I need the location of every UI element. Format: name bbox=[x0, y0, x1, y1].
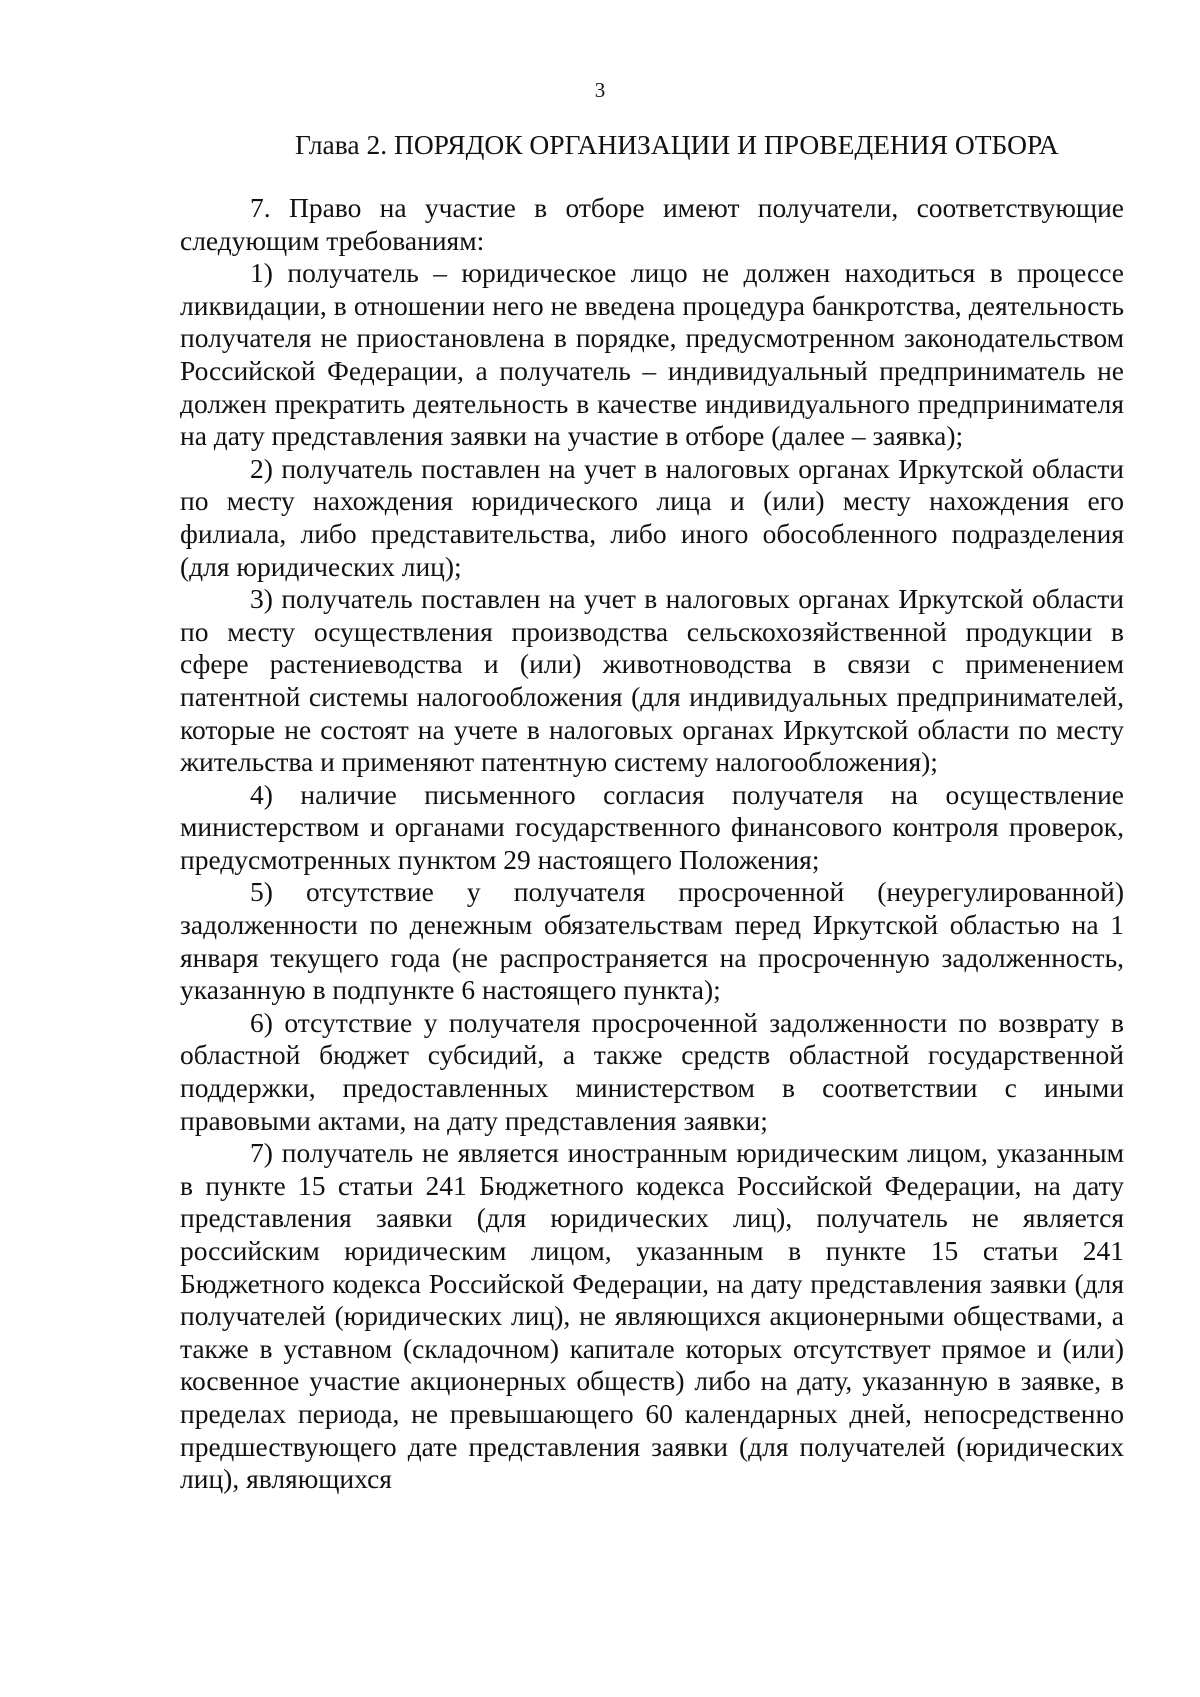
chapter-title: Глава 2. ПОРЯДОК ОРГАНИЗАЦИИ И ПРОВЕДЕНИЯ ОТБОРА bbox=[295, 129, 1059, 160]
paragraph-item-5: 5) отсутствие у получателя просроченной (неурегулированной) задолженности по денежным обязательствам перед Иркутской областью на 1 января текущего года (не распространяется на просроченную задолженность, указанную в подпункте 6 настоящего пункта); bbox=[180, 876, 1124, 1006]
paragraph-item-7: 7) получатель не является иностранным юридическим лицом, указанным в пункте 15 статьи 241 Бюджетного кодекса Российской Федерации, на дату представления заявки (для юридических лиц), получатель не является российским юридическим лицом, указанным в пункте 15 статьи 241 Бюджетного кодекса Российской Федерации, на дату представления заявки (для получателей (юридических лиц), не являющихся акционерными обществами, а также в уставном (складочном) капитале которых отсутствует прямое и (или) косвенное участие акционерных обществ) либо на дату, указанную в заявке, в пределах периода, не превышающего 60 календарных дней, непосредственно предшествующего дате представления заявки (для получателей (юридических лиц), являющихся bbox=[180, 1137, 1124, 1495]
paragraph-item-4: 4) наличие письменного согласия получателя на осуществление министерством и органами государственного финансового контроля проверок, предусмотренных пунктом 29 настоящего Положения; bbox=[180, 778, 1124, 875]
paragraph-7-intro: 7. Право на участие в отборе имеют получатели, соответствующие следующим требованиям: bbox=[180, 192, 1124, 256]
paragraph-item-2: 2) получатель поставлен на учет в налоговых органах Иркутской области по месту нахождения юридического лица и (или) месту нахождения его филиала, либо представительства, либо иного обособленного подразделения (для юридических лиц); bbox=[180, 452, 1124, 582]
paragraph-item-6: 6) отсутствие у получателя просроченной задолженности по возврату в областной бюджет субсидий, а также средств областной государственной поддержки, предоставленных министерством в соответствии с иными правовыми актами, на дату представления заявки; bbox=[180, 1006, 1124, 1136]
document-body bbox=[180, 192, 1124, 1496]
paragraph-item-3: 3) получатель поставлен на учет в налоговых органах Иркутской области по месту осуществления производства сельскохозяйственной продукции в сфере растениеводства и (или) животноводства в связи с применением патентной системы налогообложения (для индивидуальных предпринимателей, которые не состоят на учете в налоговых органах Иркутской области по месту жительства и применяют патентную систему налогообложения); bbox=[180, 583, 1124, 778]
paragraph-item-1: 1) получатель – юридическое лицо не должен находиться в процессе ликвидации, в отношении него не введена процедура банкротства, деятельность получателя не приостановлена в порядке, предусмотренном законодательством Российской Федерации, а получатель – индивидуальный предприниматель не должен прекратить деятельность в качестве индивидуального предпринимателя на дату представления заявки на участие в отборе (далее – заявка); bbox=[180, 257, 1124, 452]
page-number: 3 bbox=[594, 78, 606, 102]
